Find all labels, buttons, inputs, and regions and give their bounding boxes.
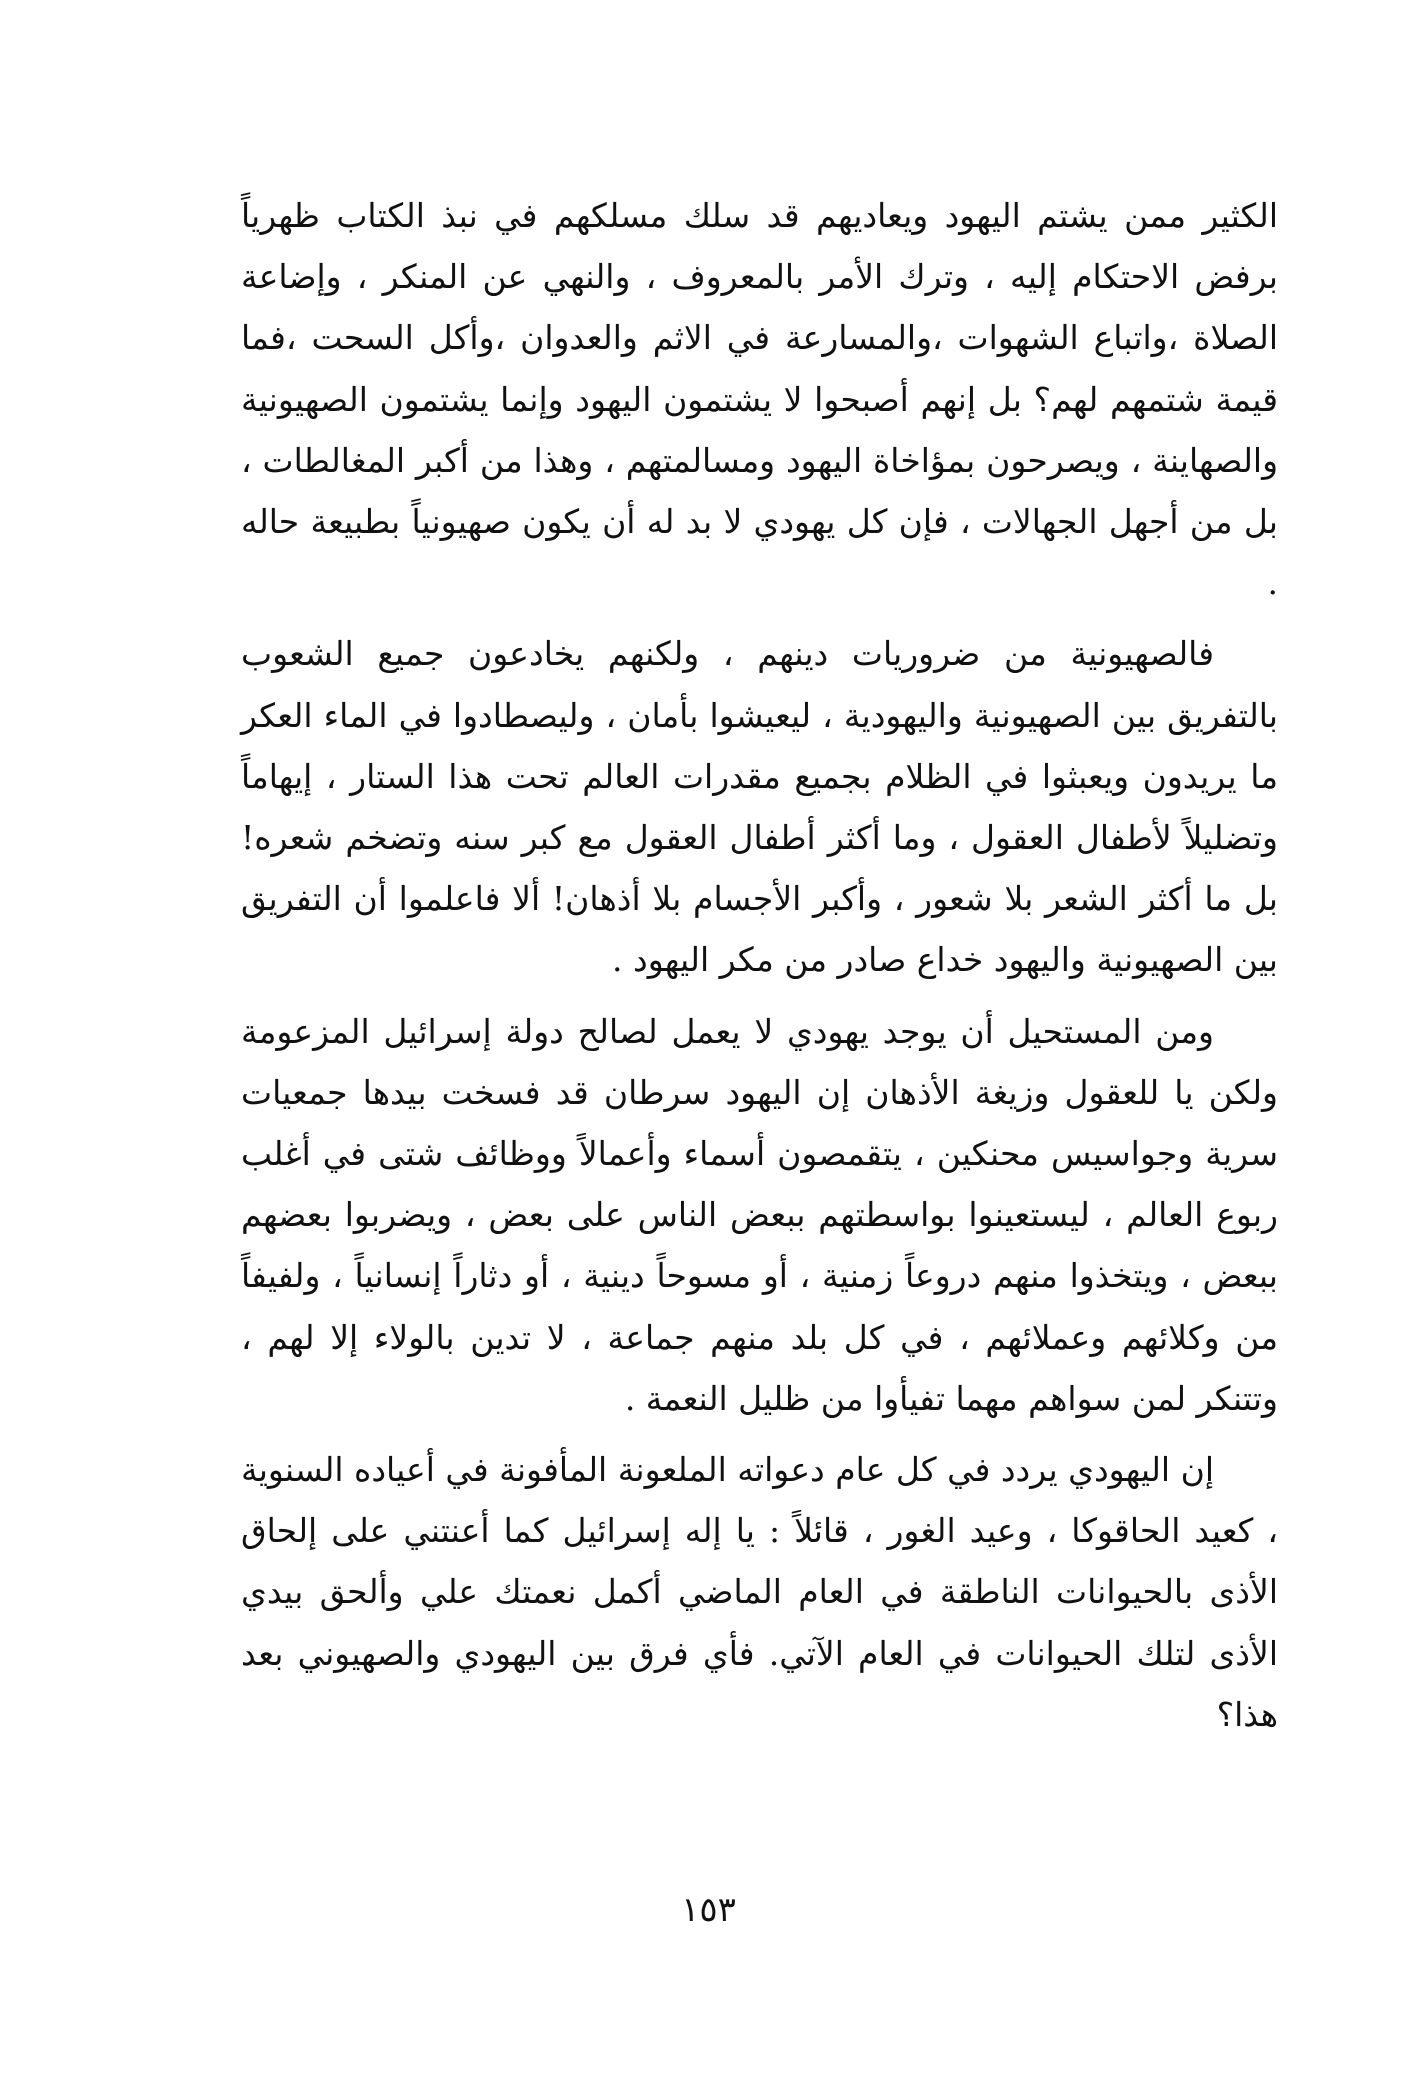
page-number: ١٥٣ [681, 1890, 736, 1930]
paragraph-2: فالصهيونية من ضروريات دينهم ، ولكنهم يخادعون جميع الشعوب بالتفريق بين الصهيونية واليهودية ، ليعيشوا بأمان ، وليصطادوا في الماء العكر ما يريدون ويعبثوا في الظلام بجميع مقدرات العالم تحت هذا الستار ، إيهاماً وتضليلاً لأطفال العقول ، وما أكثر أطفال العقول مع كبر سنه وتضخم شعره! بل ما أكثر الشعر بلا شعور ، وأكبر الأجسام بلا أذهان! ألا فاعلموا أن التفريق بين الصهيونية واليهود خداع صادر من مكر اليهود . [241, 634, 1278, 980]
paragraph-4: إن اليهودي يردد في كل عام دعواته الملعونة المأفونة في أعياده السنوية ، كعيد الحاقوكا ، وعيد الغور ، قائلاً : يا إله إسرائيل كما أعنتني على إلحاق الأذى بالحيوانات الناطقة في العام الماضي أكمل نعمتك علي وألحق بيدي الأذى لتلك الحيوانات في العام الآتي. فأي فرق بين اليهودي والصهيوني بعد هذا؟ [241, 1450, 1278, 1734]
paragraph-3: ومن المستحيل أن يوجد يهودي لا يعمل لصالح دولة إسرائيل المزعومة ولكن يا للعقول وزيغة الأذهان إن اليهود سرطان قد فسخت بيدها جمعيات سرية وجواسيس محنكين ، يتقمصون أسماء وأعمالاً ووظائف شتى في أغلب ربوع العالم ، ليستعينوا بواسطتهم ببعض الناس على بعض ، ويضربوا بعضهم ببعض ، ويتخذوا منهم دروعاً زمنية ، أو مسوحاً دينية ، أو دثاراً إنسانياً ، ولفيفاً من وكلائهم وعملائهم ، في كل بلد منهم جماعة ، لا تدين بالولاء إلا لهم ، وتتنكر لمن سواهم مهما تفيأوا من ظليل النعمة . [241, 1011, 1278, 1418]
body-text [241, 185, 1278, 1755]
paragraph-1: الكثير ممن يشتم اليهود ويعاديهم قد سلك مسلكهم في نبذ الكتاب ظهرياً برفض الاحتكام إليه ، وترك الأمر بالمعروف ، والنهي عن المنكر ، وإضاعة الصلاة ،واتباع الشهوات ،والمسارعة في الاثم والعدوان ،وأكل السحت ،فما قيمة شتمهم لهم؟ بل إنهم أصبحوا لا يشتمون اليهود وإنما يشتمون الصهيونية والصهاينة ، ويصرحون بمؤاخاة اليهود ومسالمتهم ، وهذا من أكبر المغالطات ، بل من أجهل الجهالات ، فإن كل يهودي لا بد له أن يكون صهيونياً بطبيعة حاله . [241, 196, 1278, 603]
